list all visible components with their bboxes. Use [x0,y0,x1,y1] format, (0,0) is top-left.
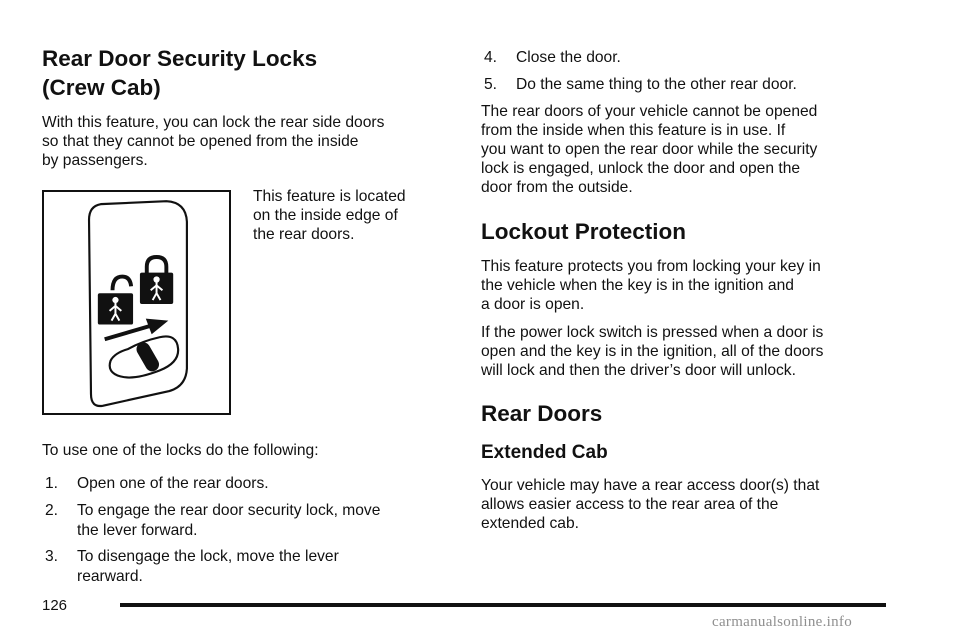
step-text: rearward. [77,567,143,585]
intro-line-1: With this feature, you can lock the rear side doors [42,114,385,131]
subsection-title-extended-cab: Extended Cab [481,442,608,463]
step-number: 2. [45,502,59,519]
step-text: the lever forward. [77,521,198,539]
steps-intro: To use one of the locks do the following: [42,442,319,459]
list-item [45,474,455,494]
section-title-lockout-protection: Lockout Protection [481,219,687,244]
step-text: Close the door. [516,49,621,66]
child-lock-locked-icon [140,257,173,304]
step-number: 4. [484,49,498,66]
step-text: Open one of the rear doors. [77,475,269,492]
rear-doors-para-line-1: The rear doors of your vehicle cannot be opened [481,103,818,120]
watermark: carmanualsonline.info [712,614,853,630]
page-number: 126 [42,597,68,614]
step-text: To disengage the lock, move the lever [77,548,339,565]
step-text: To engage the rear door security lock, move [77,502,381,519]
list-item [45,547,455,586]
list-item [45,501,455,540]
security-lock-drawing [44,192,229,413]
lockout-p2-line-1: If the power lock switch is pressed when a door is [481,324,824,341]
security-lock-illustration [42,190,231,415]
rear-doors-para-line-4: lock is engaged, unlock the door and open the [481,160,801,177]
step-text: Do the same thing to the other rear door. [516,76,797,93]
step-number: 1. [45,475,59,492]
rear-doors-para-line-5: door from the outside. [481,179,633,196]
list-item [484,75,924,95]
rear-doors-para-line-2: from the inside when this feature is in use. If [481,122,786,139]
step-number: 3. [45,548,59,565]
figure-caption-line-1: This feature is located [253,188,406,205]
extended-line-1: Your vehicle may have a rear access door(s) that [481,477,820,494]
list-item [484,48,924,68]
child-lock-unlocked-icon [98,277,133,325]
lockout-p2-line-2: open and the key is in the ignition, all of the doors [481,343,824,360]
section-title-rear-doors: Rear Doors [481,401,603,426]
lockout-p1-line-1: This feature protects you from locking your key in [481,258,821,275]
section-title-rear-door-security-locks: Rear Door Security Locks [42,46,318,71]
intro-line-2: so that they cannot be opened from the inside [42,133,359,150]
extended-line-2: allows easier access to the rear area of the [481,496,779,513]
lockout-p1-line-3: a door is open. [481,296,585,313]
step-number: 5. [484,76,498,93]
extended-line-3: extended cab. [481,515,579,532]
lockout-p1-line-2: the vehicle when the key is in the ignition and [481,277,794,294]
intro-line-3: by passengers. [42,152,148,169]
footer-rule [120,603,886,607]
rear-doors-para-line-3: you want to open the rear door while the security [481,141,818,158]
section-title-crew-cab: (Crew Cab) [42,75,161,100]
lever-knob-icon [134,340,162,374]
figure-caption-line-3: the rear doors. [253,226,355,243]
figure-caption-line-2: on the inside edge of [253,207,398,224]
lockout-p2-line-3: will lock and then the driver’s door will unlock. [481,362,796,379]
